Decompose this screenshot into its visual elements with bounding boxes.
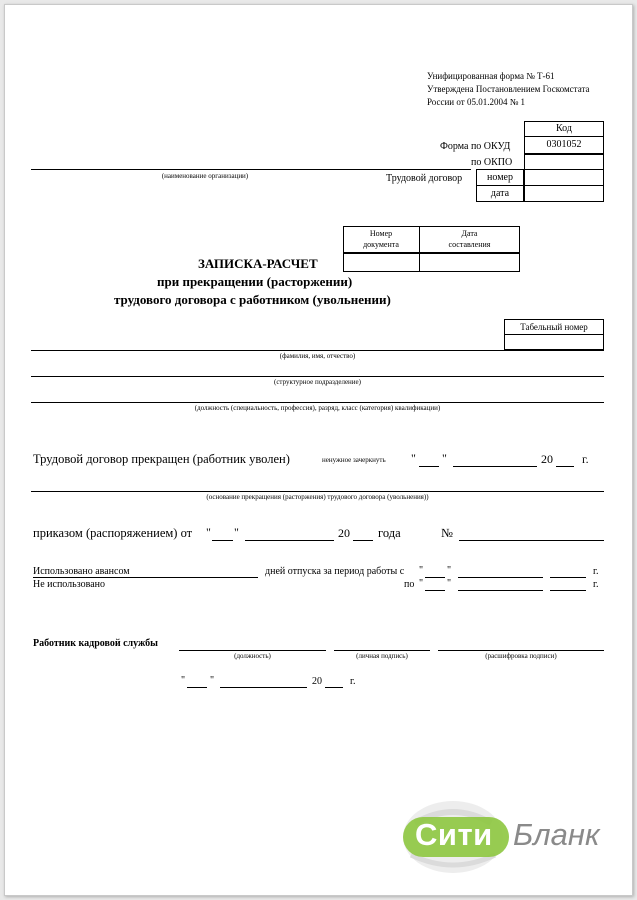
vacation-po-label: по	[404, 579, 415, 590]
termination-year-field[interactable]	[556, 466, 574, 467]
tabel-number-label: Табельный номер	[520, 322, 588, 332]
termination-day-field[interactable]	[419, 466, 439, 467]
hr-position-field[interactable]	[179, 650, 326, 651]
vacation-from-month-field[interactable]	[458, 577, 543, 578]
title-line3: трудового договора с работником (увольнении)	[114, 292, 391, 307]
form-header-line3: России от 05.01.2004 № 1	[427, 97, 526, 107]
vacation-used-label: Использовано авансом	[33, 566, 130, 577]
vacation-used-field[interactable]	[33, 577, 258, 578]
hr-label: Работник кадровой службы	[33, 638, 158, 649]
hr-date-year-field[interactable]	[325, 687, 343, 688]
okud-label: Форма по ОКУД	[440, 141, 511, 152]
vacation-from-year-field[interactable]	[550, 577, 586, 578]
struct-caption: (структурное подразделение)	[273, 378, 361, 386]
vacation-to-month-field[interactable]	[458, 590, 543, 591]
termination-month-field[interactable]	[453, 466, 537, 467]
logo-part1: Сити	[415, 817, 493, 852]
position-line[interactable]	[31, 402, 604, 403]
hr-signature-field[interactable]	[334, 650, 430, 651]
strike-note: ненужное зачеркнуть	[322, 456, 386, 464]
hr-signature-caption: (личная подпись)	[356, 652, 408, 660]
vacation-to-year-field[interactable]	[550, 590, 586, 591]
position-caption: (должность (специальность, профессия), разряд, класс (категория) квалификации)	[194, 404, 441, 412]
citiblank-logo	[393, 795, 623, 875]
okpo-label: по ОКПО	[471, 157, 513, 168]
org-caption: (наименование организации)	[161, 172, 249, 180]
contract-label: Трудовой договор	[386, 173, 463, 184]
fio-line[interactable]	[31, 350, 604, 351]
vacation-from-day-field[interactable]	[425, 577, 445, 578]
basis-caption: (основание прекращения (расторжения) трудового договора (увольнения))	[206, 493, 429, 501]
vacation-to-day-field[interactable]	[425, 590, 445, 591]
hr-name-field[interactable]	[438, 650, 604, 651]
form-header-line2: Утверждена Постановлением Госкомстата	[427, 84, 590, 94]
order-year-field[interactable]	[353, 540, 373, 541]
form-header-line1: Унифицированная форма № Т-61	[427, 71, 555, 81]
okud-value: 0301052	[546, 139, 582, 150]
hr-date-day-field[interactable]	[187, 687, 207, 688]
fio-caption: (фамилия, имя, отчество)	[279, 352, 356, 360]
title-line1: ЗАПИСКА-РАСЧЕТ	[198, 256, 318, 271]
form-page: Унифицированная форма № Т-61 Утверждена Постановлением Госкомстата России от 05.01.2004 № 1 Код 0301052 Форма по ОКУД по ОКПО номер дата Трудовой договор (наименование организации) Номер документа Дата составления ЗАПИСКА-РАСЧЕТ при прекращении (расторжении) трудового договора с работником (увольнении) Табельный номер (фамилия, имя, отчество) (структурное подразделение) (должность (специальность, профессия), разряд, класс (категория) квалификации) Трудовой договор прекращен (работник уволен) ненужное зачеркнуть " " 20 г. (основание прекращения (расторжения) трудового договора (увольнения)) приказом (распоряжением) от " " 20 года № Использовано авансом дней отпуска за период работы с " " г. Не использовано по " " г. Работник кадровой службы (должность) (личная подпись) (расшифровка подписи) " " 20 г. Сити Бланк	[4, 4, 633, 896]
vacation-days-text: дней отпуска за период работы с	[265, 566, 405, 577]
nomer-label: номер	[487, 172, 513, 183]
termination-text: Трудовой договор прекращен (работник уволен)	[33, 452, 290, 466]
kod-label: Код	[556, 123, 572, 134]
hr-date-month-field[interactable]	[220, 687, 307, 688]
doc-date-header: Дата составления	[448, 229, 491, 249]
title-line2: при прекращении (расторжении)	[157, 274, 353, 289]
org-line[interactable]	[31, 169, 471, 170]
order-number-field[interactable]	[459, 540, 604, 541]
basis-line[interactable]	[31, 491, 604, 492]
hr-name-caption: (расшифровка подписи)	[485, 652, 557, 660]
order-month-field[interactable]	[245, 540, 334, 541]
struct-line[interactable]	[31, 376, 604, 377]
data-label: дата	[490, 188, 510, 199]
logo-part2: Бланк	[513, 817, 600, 852]
order-text: приказом (распоряжением) от	[33, 526, 193, 540]
vacation-not-used-label: Не использовано	[33, 579, 105, 590]
form-header	[427, 70, 590, 109]
hr-position-caption: (должность)	[234, 652, 271, 660]
order-day-field[interactable]	[212, 540, 233, 541]
doc-number-header: Номер документа	[363, 229, 399, 249]
